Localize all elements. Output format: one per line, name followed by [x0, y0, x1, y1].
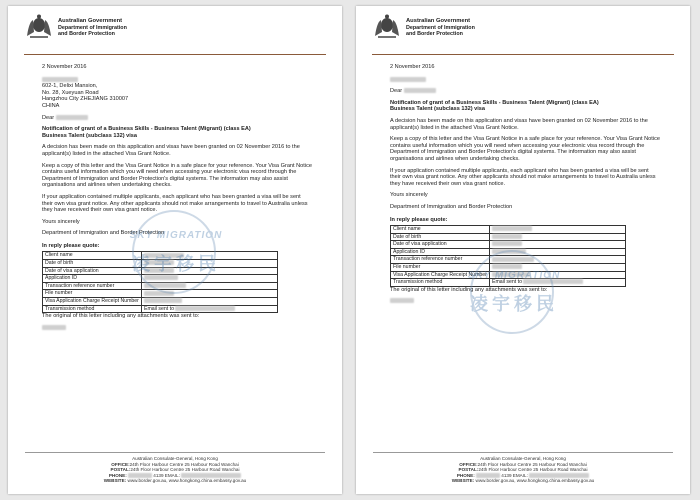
letter-date: 2 November 2016 [42, 64, 87, 70]
address-line: 602-1, Delixi Mansion, [42, 83, 98, 90]
letter-date: 2 November 2016 [390, 64, 435, 70]
footer-rule [25, 452, 325, 453]
table-key: Date of visa application [43, 267, 142, 275]
letterhead-gov: Australian Government [58, 18, 123, 24]
redacted-value [492, 241, 522, 246]
letterhead-gov: Australian Government [406, 18, 471, 24]
closing: Yours sincerely [42, 218, 80, 225]
footer-office: OFFICE:24th Floor Harbour Centre 25 Harbour Road Wanchai [111, 461, 239, 467]
address-line: No. 28, Xueyuan Road [42, 89, 99, 96]
paragraph-keep-copy: Keep a copy of this letter and the Visa Grant Notice in a safe place for your reference. Your Visa Grant Notice contains useful information which you will need when accessing your electronic visa record through the Department of Immigration and Border Protection's digital systems. The information may also assist organisations and airlines when undertaking checks. [42, 162, 312, 189]
table-key: Date of birth [391, 233, 490, 241]
coat-of-arms-icon [372, 14, 402, 40]
footer-phone: PHONE: 4139 EMAIL: [8, 473, 342, 479]
signatory: Department of Immigration and Border Protection [390, 203, 513, 210]
table-key: Date of visa application [391, 241, 490, 249]
table-row [43, 260, 278, 268]
redacted-value [523, 279, 583, 284]
footer-postal: POSTAL:24th Floor Harbour Centre 25 Harbour Road Wanchai [110, 467, 240, 473]
footer [356, 452, 690, 484]
letterhead-dept-1: Department of Immigration [406, 24, 475, 31]
reply-title: In reply please quote: [390, 216, 448, 223]
redacted-value [42, 325, 66, 330]
table-key: Transaction reference number [391, 256, 490, 264]
letterhead-rule [24, 54, 326, 55]
paragraph-decision: A decision has been made on this application and visas have been granted on 02 November 2016 to the applicant(s) listed in the attached Visa Grant Notice. [42, 144, 300, 157]
redacted-value [492, 249, 526, 254]
copies-note: The original of this letter including any attachments was sent to: [42, 313, 200, 320]
subject-line-2: Business Talent (subclass 132) visa [390, 106, 486, 113]
address-block [390, 77, 660, 84]
watermark-en: SKY MIGRATION [467, 270, 561, 281]
table-key: File number [391, 264, 490, 272]
quote-table [42, 251, 278, 313]
paragraph-decision: A decision has been made on this application and visas have been granted on 02 November 2016 to the applicant(s) listed in the attached Visa Grant Notice. [390, 117, 648, 131]
letterhead [372, 14, 542, 50]
email-sent-label: Email sent to [144, 305, 174, 312]
redacted-value [144, 291, 174, 296]
letter-body [42, 64, 312, 336]
footer [8, 452, 342, 484]
letterhead-dept-2: and Border Protection [58, 31, 115, 38]
salutation [390, 88, 660, 95]
subject-line-2: Business Talent (subclass 132) visa [42, 132, 138, 139]
table-row [391, 271, 626, 279]
table-key: Visa Application Charge Receipt Number [43, 298, 142, 306]
table-key: Transmission method [391, 279, 490, 287]
table-key: Application ID [43, 275, 142, 283]
dear-label: Dear [42, 114, 55, 121]
copies-recipient [390, 298, 660, 305]
redacted-value [175, 306, 235, 311]
email-sent-label: Email sent to [492, 279, 522, 286]
signatory: Department of Immigration and Border Protection [42, 230, 165, 237]
letter-page-right [356, 6, 690, 494]
letterhead-rule [372, 54, 674, 55]
table-row [391, 226, 626, 234]
copies-note: The original of this letter including any attachments was sent to: [390, 286, 548, 293]
table-key: Date of birth [43, 260, 142, 268]
redacted-value [492, 226, 532, 231]
subject-line-1: Notification of grant of a Business Skills - Business Talent (Migrant) (class EA) [390, 99, 599, 106]
watermark-cn: 凌宇移民 [470, 294, 558, 314]
table-key: Visa Application Charge Receipt Number [391, 271, 490, 279]
table-key: Application ID [391, 248, 490, 256]
address-line: Hangzhou City ZHEJIANG 310007 [42, 96, 129, 103]
footer-office: OFFICE:24th Floor Harbour Centre 25 Harbour Road Wanchai [459, 461, 587, 467]
redacted-value [144, 268, 174, 273]
redacted-value [144, 298, 182, 303]
footer-rule [373, 452, 673, 453]
table-row [391, 233, 626, 241]
address-line: CHINA [42, 102, 60, 109]
redacted-name [390, 77, 426, 82]
address-block [42, 77, 312, 110]
watermark-en: SKY MIGRATION [129, 230, 223, 241]
table-key: Client name [391, 226, 490, 234]
redacted-name [42, 77, 78, 82]
subject [390, 100, 660, 113]
footer-postal: POSTAL:24th Floor Harbour Centre 25 Harbour Road Wanchai [458, 467, 588, 473]
letter-page-left [8, 6, 342, 494]
footer-line1: Australian Consulate-General, Hong Kong [480, 456, 566, 462]
table-key: Transmission method [43, 305, 142, 313]
letterhead-dept-2: and Border Protection [406, 31, 463, 38]
watermark-cn: 凌宇移民 [132, 254, 220, 274]
table-row [391, 279, 626, 287]
table-row [391, 248, 626, 256]
table-key: Transaction reference number [43, 282, 142, 290]
table-row [43, 290, 278, 298]
coat-of-arms-icon [24, 14, 54, 40]
table-row [43, 252, 278, 260]
redacted-value [492, 272, 530, 277]
letterhead-dept-1: Department of Immigration [58, 24, 127, 31]
reply-title: In reply please quote: [42, 242, 100, 249]
redacted-value [492, 234, 522, 239]
table-row [43, 305, 278, 313]
redacted-value [144, 275, 178, 280]
footer-phone: PHONE: 4139 EMAIL: [356, 473, 690, 479]
table-row [43, 282, 278, 290]
table-row [43, 298, 278, 306]
paragraph-multiple-applicants: If your application contained multiple applicants, each applicant who has been granted a visa will be sent their own visa grant notice. Any other applicants should not make arrangements to travel to Australia unless they have received their own visa grant notice. [390, 167, 656, 187]
redacted-value [492, 257, 534, 262]
letter-body [390, 64, 660, 310]
footer-website: WEBSITE: www.border.gov.au, www.hongkong.china.embassy.gov.au [103, 478, 247, 484]
redacted-value [144, 260, 174, 265]
subject [42, 126, 312, 139]
footer-website: WEBSITE: www.border.gov.au, www.hongkong.china.embassy.gov.au [451, 478, 595, 484]
closing: Yours sincerely [390, 192, 428, 199]
table-row [43, 275, 278, 283]
redacted-value [144, 283, 186, 288]
paragraph-keep-copy: Keep a copy of this letter and the Visa Grant Notice in a safe place for your reference. Your Visa Grant Notice contains useful information which you will need when accessing your electronic visa record through the Department of Immigration and Border Protection's digital systems. The information may also assist organisations and airlines when undertaking checks. [390, 136, 660, 162]
redacted-name [56, 115, 88, 120]
copies-recipient [42, 325, 312, 332]
letterhead [24, 14, 194, 50]
footer-line1: Australian Consulate-General, Hong Kong [132, 456, 218, 462]
table-key: File number [43, 290, 142, 298]
table-row [43, 267, 278, 275]
table-key: Client name [43, 252, 142, 260]
redacted-value [144, 253, 184, 258]
subject-line-1: Notification of grant of a Business Skills - Business Talent (Migrant) (class EA) [42, 126, 251, 133]
table-row [391, 256, 626, 264]
redacted-value [390, 298, 414, 303]
dear-label: Dear [390, 88, 403, 95]
redacted-name [404, 88, 436, 93]
salutation [42, 115, 312, 122]
redacted-value [492, 264, 522, 269]
quote-table [390, 225, 626, 287]
table-row [391, 241, 626, 249]
paragraph-multiple-applicants: If your application contained multiple applicants, each applicant who has been granted a visa will be sent their own visa grant notice. Any other applicants should not make arrangements to travel to Australia unless they have received their own visa grant notice. [42, 193, 308, 214]
table-row [391, 264, 626, 272]
